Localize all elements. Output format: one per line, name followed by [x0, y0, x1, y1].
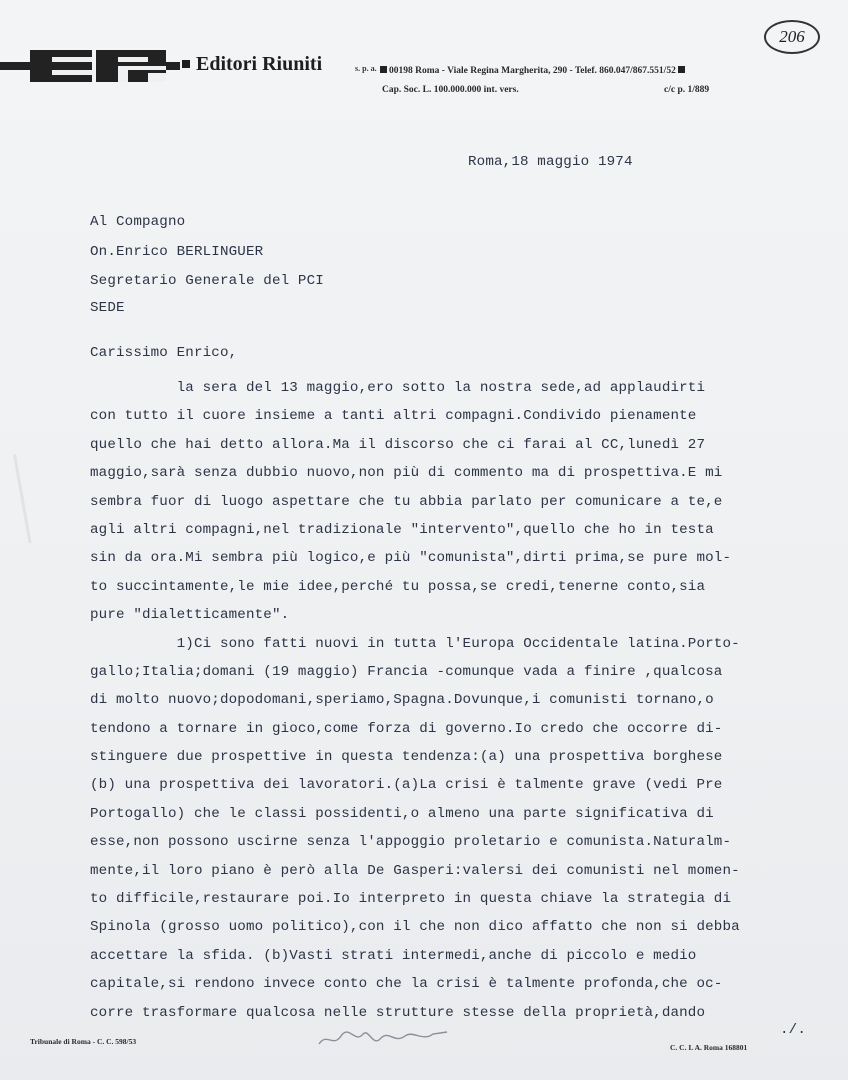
recipient-line-4: SEDE [90, 300, 125, 316]
postal-account: c/c p. 1/889 [664, 85, 710, 95]
body-line: capitale,si rendono invece conto che la crisi è talmente profonda,che oc- [90, 976, 723, 993]
body-line: di molto nuovo;dopodomani,speriamo,Spagna.Dovunque,i comunisti tornano,o [90, 692, 714, 709]
letter-date: Roma,18 maggio 1974 [468, 154, 633, 170]
salutation: Carissimo Enrico, [90, 345, 238, 361]
body-line: corre trasformare qualcosa nelle strutture stesse della proprietà,dando [90, 1004, 706, 1021]
body-line: con tutto il cuore insieme a tanti altri compagni.Condivido pienamente [90, 408, 697, 425]
share-capital: Cap. Soc. L. 100.000.000 int. vers. [382, 85, 519, 95]
square-bullet-icon [380, 66, 387, 73]
body-line: Portogallo) che le classi possidenti,o almeno una parte significativa di [90, 805, 714, 822]
recipient-line-3: Segretario Generale del PCI [90, 273, 324, 289]
body-line: to difficile,restaurare poi.Io interpreto in questa chiave la strategia di [90, 891, 732, 908]
body-line: maggio,sarà senza dubbio nuovo,non più di commento ma di prospettiva.E mi [90, 465, 723, 482]
body-line: accettare la sfida. (b)Vasti strati intermedi,anche di piccolo e medio [90, 947, 697, 964]
body-line: sembra fuor di luogo aspettare che tu abbia parlato per comunicare a te,e [90, 493, 723, 510]
letterhead-address: 00198 Roma - Viale Regina Margherita, 290 - Telef. 860.047/867.551/52 [378, 66, 687, 76]
body-line: pure "dialetticamente". [90, 607, 290, 624]
body-line: 1)Ci sono fatti nuovi in tutta l'Europa Occidentale latina.Porto- [90, 635, 740, 652]
body-line: to succintamente,le mie idee,perché tu possa,se credi,tenerne conto,sia [90, 578, 706, 595]
footer-chamber: C. C. I. A. Roma 168801 [670, 1043, 748, 1052]
page-number-stamp [764, 20, 820, 54]
body-line: sin da ora.Mi sembra più logico,e più "comunista",dirti prima,se pure mol- [90, 550, 732, 567]
body-line: agli altri compagni,nel tradizionale "intervento",quello che ho in testa [90, 521, 714, 538]
square-bullet-icon [678, 66, 685, 73]
body-line: (b) una prospettiva dei lavoratori.(a)La crisi è talmente grave (vedi Pre [90, 777, 723, 794]
er-logo-icon [0, 48, 180, 84]
continued-mark: ./. [780, 1022, 806, 1038]
publisher-name: Editori Riuniti [182, 53, 322, 76]
letter-body [90, 374, 740, 1027]
body-line: quello che hai detto allora.Ma il discorso che ci farai al CC,lunedì 27 [90, 436, 706, 453]
publisher-logo [0, 48, 180, 84]
body-line: Spinola (grosso uomo politico),con il che non dico affatto che non si debba [90, 919, 740, 936]
footer-registry: Tribunale di Roma - C. C. 598/53 [30, 1037, 137, 1046]
body-line: tendono a tornare in gioco,come forza di governo.Io credo che occorre di- [90, 720, 723, 737]
body-line: stinguere due prospettive in questa tendenza:(a) una prospettiva borghese [90, 749, 723, 766]
recipient-line-2: On.Enrico BERLINGUER [90, 244, 264, 260]
signature [315, 1014, 455, 1054]
body-line: la sera del 13 maggio,ero sotto la nostra sede,ad applaudirti [90, 380, 706, 396]
company-type: s. p. a. [355, 64, 377, 73]
handwritten-signature-icon [315, 1014, 455, 1054]
body-line: esse,non possono uscirne senza l'appoggio proletario e comunista.Naturalm- [90, 834, 732, 851]
body-line: mente,il loro piano è però alla De Gasperi:valersi dei comunisti nel momen- [90, 862, 740, 879]
page-number: 206 [779, 27, 805, 46]
body-line: gallo;Italia;domani (19 maggio) Francia -comunque vada a finire ,qualcosa [90, 663, 723, 680]
recipient-line-1: Al Compagno [90, 214, 186, 230]
